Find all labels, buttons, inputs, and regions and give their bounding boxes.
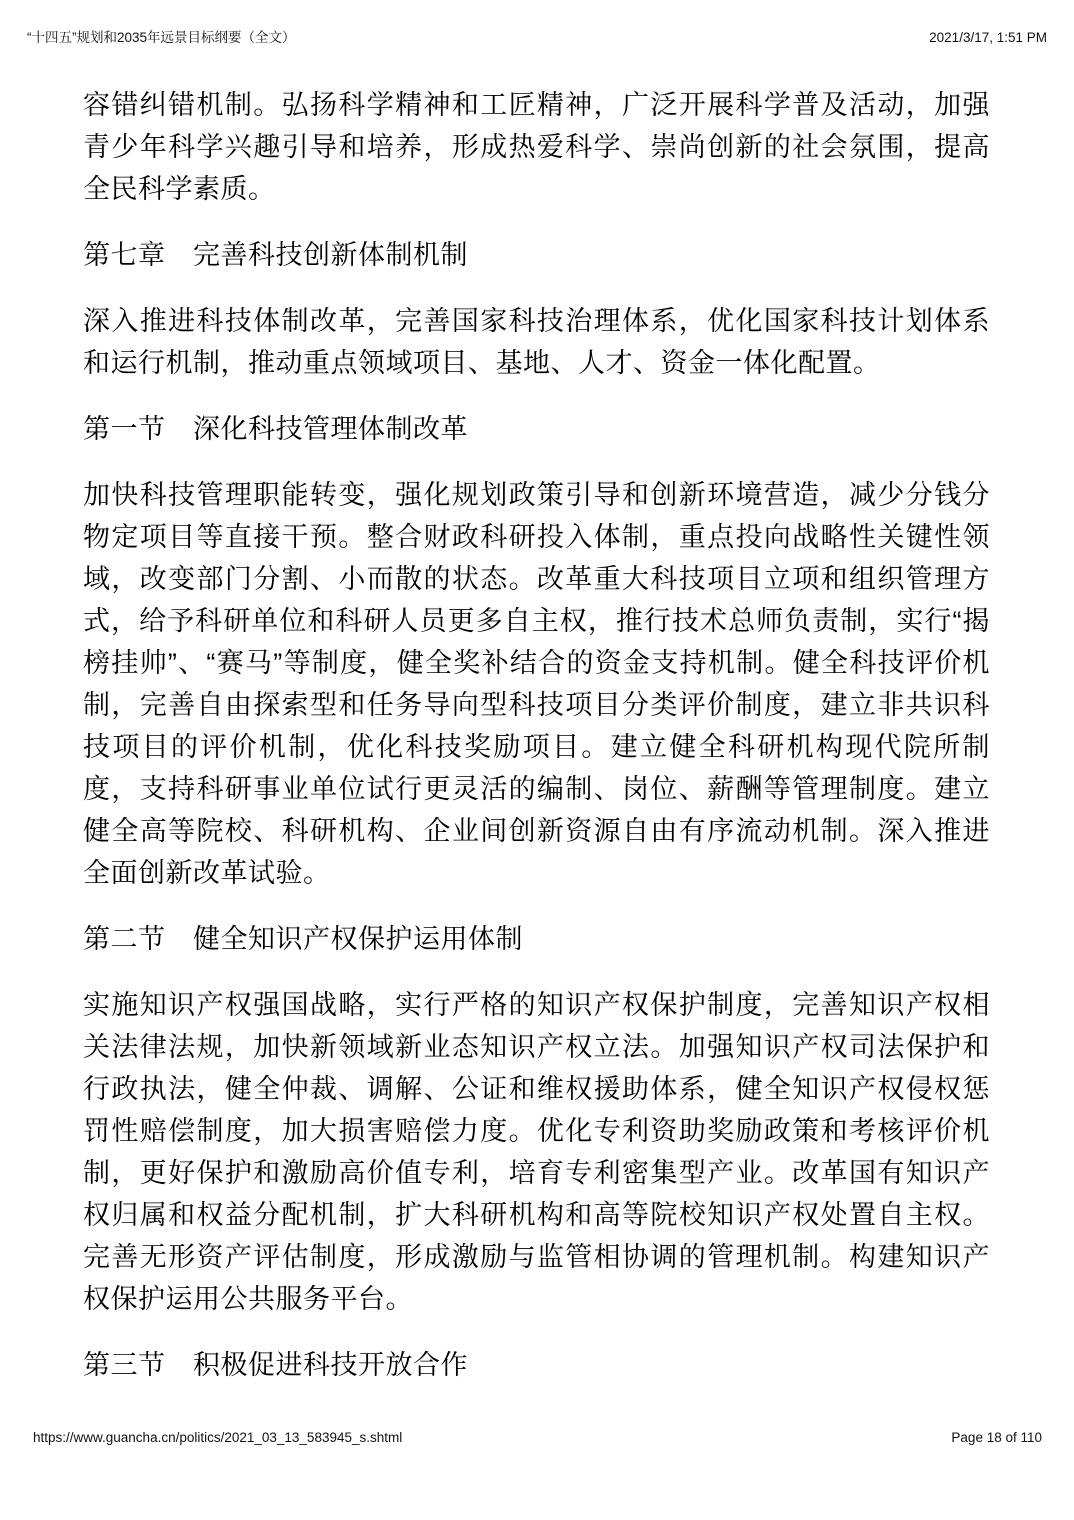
section-heading: 第七章 完善科技创新体制机制: [83, 240, 468, 270]
section-heading: 第二节 健全知识产权保护运用体制: [83, 924, 523, 954]
section-heading: 第一节 深化科技管理体制改革: [83, 414, 468, 444]
page-number: Page 18 of 110: [951, 1430, 1042, 1445]
body-paragraph: 深入推进科技体制改革，完善国家科技治理体系，优化国家科技计划体系和运行机制，推动重点领域项目、基地、人才、资金一体化配置。: [83, 306, 990, 378]
body-paragraph: 容错纠错机制。弘扬科学精神和工匠精神，广泛开展科学普及活动，加强青少年科学兴趣引导和培养，形成热爱科学、崇尚创新的社会氛围，提高全民科学素质。: [83, 90, 990, 204]
print-header: [27, 30, 1047, 46]
body-paragraph: 实施知识产权强国战略，实行严格的知识产权保护制度，完善知识产权相关法律法规，加快新领域新业态知识产权立法。加强知识产权司法保护和行政执法，健全仲裁、调解、公证和维权援助体系，健全知识产权侵权惩罚性赔偿制度，加大损害赔偿力度。优化专利资助奖励政策和考核评价机制，更好保护和激励高价值专利，培育专利密集型产业。改革国有知识产权归属和权益分配机制，扩大科研机构和高等院校知识产权处置自主权。完善无形资产评估制度，形成激励与监管相协调的管理机制。构建知识产权保护运用公共服务平台。: [83, 990, 990, 1314]
document-title: “十四五”规划和2035年远景目标纲要（全文）: [27, 30, 296, 45]
source-url: https://www.guancha.cn/politics/2021_03_13_583945_s.shtml: [33, 1430, 403, 1445]
section-heading: 第三节 积极促进科技开放合作: [83, 1350, 468, 1380]
print-footer: [33, 1430, 1042, 1446]
document-content: [83, 84, 990, 1410]
body-paragraph: 加快科技管理职能转变，强化规划政策引导和创新环境营造，减少分钱分物定项目等直接干预。整合财政科研投入体制，重点投向战略性关键性领域，改变部门分割、小而散的状态。改革重大科技项目立项和组织管理方式，给予科研单位和科研人员更多自主权，推行技术总师负责制，实行“揭榜挂帅”、“赛马”等制度，健全奖补结合的资金支持机制。健全科技评价机制，完善自由探索型和任务导向型科技项目分类评价制度，建立非共识科技项目的评价机制，优化科技奖励项目。建立健全科研机构现代院所制度，支持科研事业单位试行更灵活的编制、岗位、薪酬等管理制度。建立健全高等院校、科研机构、企业间创新资源自由有序流动机制。深入推进全面创新改革试验。: [83, 480, 990, 888]
print-datetime: 2021/3/17, 1:51 PM: [929, 30, 1047, 45]
